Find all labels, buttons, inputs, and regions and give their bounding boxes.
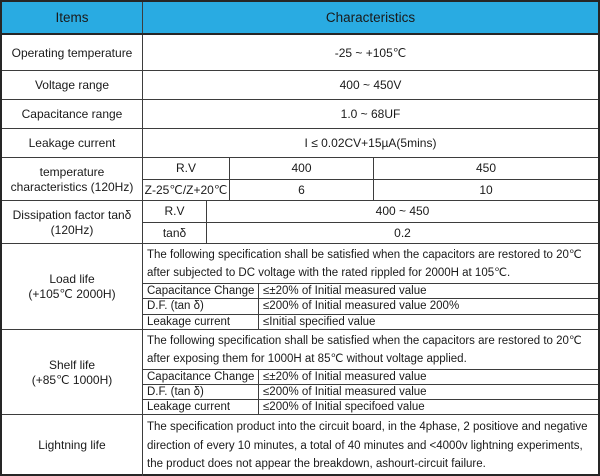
row-item-label: Capacitance range	[2, 100, 143, 128]
dissipation-factor-section	[2, 201, 598, 244]
row-item-label: Lightning life	[2, 415, 143, 476]
sub-label: D.F. (tan δ)	[143, 385, 259, 399]
sub-value: ≤200% of Initial specifoed value	[263, 401, 425, 413]
header-items: Items	[2, 2, 143, 33]
row-item-label: Voltage range	[2, 71, 143, 99]
sub-label: Capacitance Change	[143, 370, 259, 384]
table-row	[2, 129, 598, 158]
sub-value: ≤Initial specified value	[263, 315, 376, 328]
sub-value: 10	[479, 182, 493, 197]
shelf-life-description: The following specification shall be satisfied when the capacitors are restored to 20℃ after exposing them for 1000H at 85℃ without voltage applied.	[143, 330, 598, 370]
row-item-label: Shelf life (+85℃ 1000H)	[2, 330, 143, 414]
table-header	[2, 2, 598, 35]
sub-value: ≤±20% of Initial measured value	[263, 285, 427, 298]
row-value: -25 ~ +105℃	[334, 45, 407, 60]
dissipation-tand-row	[143, 223, 598, 244]
sub-label: Leakage current	[143, 400, 259, 414]
sub-value: 400 ~ 450	[375, 204, 430, 219]
header-characteristics: Characteristics	[143, 2, 598, 33]
table-row	[143, 400, 598, 414]
sub-value: 0.2	[394, 225, 411, 240]
table-row	[143, 370, 598, 385]
temp-char-z-row	[143, 180, 598, 201]
sub-label: Leakage current	[143, 315, 259, 329]
table-row	[143, 385, 598, 400]
sub-value: 450	[475, 161, 497, 176]
table-row	[2, 71, 598, 100]
row-value: 400 ~ 450V	[339, 78, 402, 92]
table-row	[143, 284, 598, 299]
table-row	[2, 100, 598, 129]
dissipation-rv-row	[143, 201, 598, 223]
lightning-life-description: The specification product into the circuit board, in the 4phase, 2 positiove and negative direction of every 10 minutes, a total of 40 minutes and <4000v lightning experiments, the product does not appear the breakdown, ashourt-circuit failure.	[147, 421, 588, 470]
temp-char-rv-row	[143, 158, 598, 180]
sub-label: D.F. (tan δ)	[143, 299, 259, 313]
row-item-label: temperature characteristics (120Hz)	[2, 158, 143, 200]
sub-value: 6	[230, 180, 374, 201]
sub-label: Z-25℃/Z+20℃	[143, 180, 230, 201]
shelf-life-section	[2, 330, 598, 415]
sub-value: ≤±20% of Initial measured value	[263, 371, 427, 383]
row-item-label: Leakage current	[2, 129, 143, 157]
sub-label: R.V	[143, 158, 230, 179]
load-life-description: The following specification shall be satisfied when the capacitors are restored to 20℃ after subjected to DC voltage with the rated rippled for 2000H at 105℃.	[143, 244, 598, 284]
sub-label: Capacitance Change	[143, 284, 259, 298]
row-item-label: Operating temperature	[2, 35, 143, 70]
sub-value: ≤200% of Initial measured value	[263, 386, 427, 398]
row-value: I ≤ 0.02CV+15µA(5mins)	[304, 136, 437, 150]
sub-label: tanδ	[143, 223, 207, 244]
temp-characteristics-section	[2, 158, 598, 201]
sub-label: R.V	[143, 201, 207, 222]
sub-value: 400	[230, 158, 374, 179]
table-row	[143, 315, 598, 329]
row-value: 1.0 ~ 68UF	[340, 107, 401, 121]
row-item-label: Dissipation factor tanδ (120Hz)	[2, 201, 143, 243]
lightning-life-section	[2, 415, 598, 476]
table-row	[2, 35, 598, 71]
row-item-label: Load life (+105℃ 2000H)	[2, 244, 143, 329]
load-life-section	[2, 244, 598, 330]
table-row	[143, 299, 598, 314]
sub-value: ≤200% of Initial measured value 200%	[263, 300, 460, 313]
